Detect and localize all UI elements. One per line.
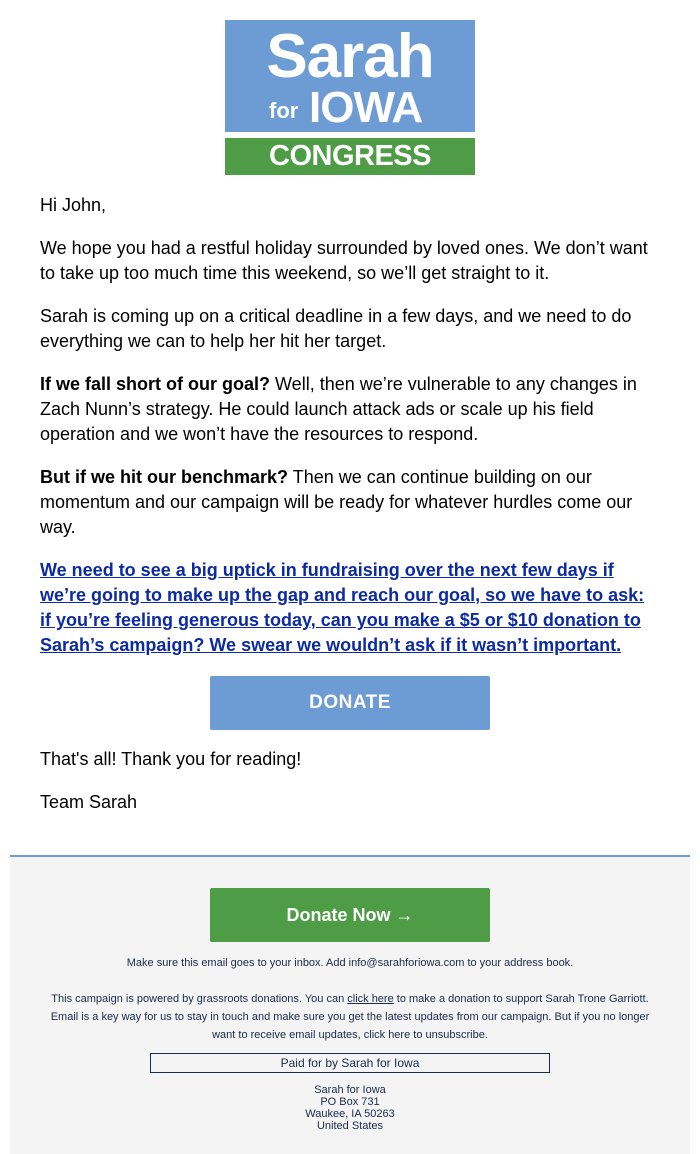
- email-body: [40, 193, 660, 676]
- email-footer: [10, 855, 690, 1154]
- unsubscribe-link[interactable]: want to receive email updates, click here to unsubscribe.: [212, 1029, 488, 1041]
- donate-now-button[interactable]: Donate Now →: [210, 888, 490, 942]
- paragraph-2: Sarah is coming up on a critical deadline in a few days, and we need to do everything we can to help her hit her target.: [40, 306, 632, 351]
- click-here-link[interactable]: click here: [347, 993, 394, 1005]
- address-po: PO Box 731: [320, 1096, 380, 1108]
- paragraph-4: [40, 465, 660, 540]
- logo-for: for: [269, 98, 299, 123]
- donation-ask-link[interactable]: We need to see a big uptick in fundraising over the next few days if we’re going to make up the gap and reach our goal, so we have to ask: if you’re feeling generous today, can you make a $5 or $10 donation to Sarah’s campaign? We swear we wouldn’t ask if it wasn’t important.: [40, 560, 645, 655]
- paid-for-disclaimer: Paid for by Sarah for Iowa: [150, 1053, 550, 1073]
- address-org: Sarah for Iowa: [314, 1084, 386, 1096]
- paragraph-1: We hope you had a restful holiday surrounded by loved ones. We don’t want to take up too much time this weekend, so we’ll get straight to it.: [40, 238, 648, 283]
- mailing-address: [30, 1084, 670, 1132]
- logo-state: IOWA: [309, 83, 423, 132]
- address-city: Waukee, IA 50263: [305, 1108, 395, 1120]
- campaign-logo: [225, 20, 475, 175]
- paragraph-4-bold: But if we hit our benchmark?: [40, 467, 289, 487]
- donate-button[interactable]: DONATE: [210, 676, 490, 730]
- closing-thanks: That's all! Thank you for reading!: [40, 749, 302, 769]
- paragraph-3: [40, 372, 660, 447]
- greeting: Hi John,: [40, 195, 107, 215]
- powered-pre: This campaign is powered by grassroots donations. You can: [51, 993, 348, 1005]
- email-info-line: Email is a key way for us to stay in touch and make sure you get the latest updates from our campaign. But if you no longer: [50, 1011, 650, 1023]
- logo-name: Sarah: [266, 22, 434, 91]
- donation-ask: [40, 558, 660, 658]
- logo-blue-block: [225, 20, 475, 132]
- signature: Team Sarah: [40, 792, 138, 812]
- paragraph-3-bold: If we fall short of our goal?: [40, 374, 271, 394]
- powered-post: to make a donation to support Sarah Trone Garriott.: [393, 993, 649, 1005]
- address-country: United States: [316, 1120, 384, 1132]
- inbox-note: Make sure this email goes to your inbox. Add info@sarahforiowa.com to your address book.: [126, 957, 574, 969]
- closing: [40, 747, 660, 833]
- paragraph-3-text: Well, then we’re vulnerable to any changes in Zach Nunn’s strategy. He could launch attack ads or scale up his field operation and we won’t have the resources to respond.: [40, 374, 637, 444]
- powered-by-line: [30, 990, 670, 1008]
- paragraph-4-text: Then we can continue building on our momentum and our campaign will be ready for whatever hurdles come our way.: [40, 467, 633, 537]
- logo-office: CONGRESS: [225, 138, 475, 175]
